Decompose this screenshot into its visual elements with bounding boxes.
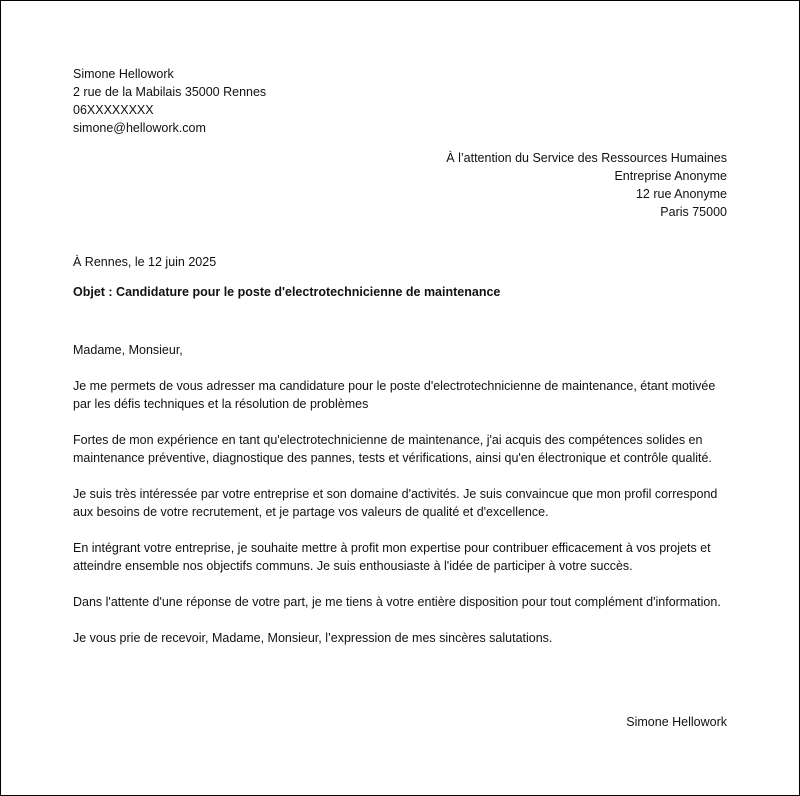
recipient-block [446,149,727,221]
body-paragraph: En intégrant votre entreprise, je souhaite mettre à profit mon expertise pour contribuer efficacement à vos projets et atteindre ensemble nos objectifs communs. Je suis enthousiaste à l'idée de participer à votre succès. [73,541,711,573]
recipient-city: Paris 75000 [660,205,727,219]
recipient-attention: À l’attention du Service des Ressources Humaines [446,151,727,165]
body-paragraph: Je me permets de vous adresser ma candidature pour le poste d'electrotechnicienne de maintenance, étant motivée par les défis techniques et la résolution de problèmes [73,379,716,411]
recipient-street: 12 rue Anonyme [635,187,727,201]
sender-phone: 06XXXXXXXX [73,103,154,117]
letter-body [73,341,733,665]
subject-line: Objet : Candidature pour le poste d'electrotechnicienne de maintenance [73,285,501,299]
signature: Simone Hellowork [626,715,727,729]
body-paragraph: Je suis très intéressée par votre entreprise et son domaine d'activités. Je suis convaincue que mon profil correspond aux besoins de votre recrutement, et je partage vos valeurs de qualité et d'excellence. [73,487,718,519]
body-paragraph: Dans l'attente d'une réponse de votre part, je me tiens à votre entière disposition pour tout complément d'information. [73,595,721,609]
body-paragraph: Fortes de mon expérience en tant qu'electrotechnicienne de maintenance, j'ai acquis des compétences solides en maintenance préventive, diagnostique des pannes, tests et vérifications, ainsi qu'en électronique et contrôle qualité. [73,433,712,465]
date-line: À Rennes, le 12 juin 2025 [73,255,217,269]
sender-address: 2 rue de la Mabilais 35000 Rennes [73,85,267,99]
closing-paragraph: Je vous prie de recevoir, Madame, Monsieur, l’expression de mes sincères salutations. [73,631,553,645]
salutation: Madame, Monsieur, [73,343,183,357]
sender-name: Simone Hellowork [73,67,174,81]
sender-block [73,65,266,137]
recipient-company: Entreprise Anonyme [614,169,727,183]
sender-email: simone@hellowork.com [73,121,206,135]
